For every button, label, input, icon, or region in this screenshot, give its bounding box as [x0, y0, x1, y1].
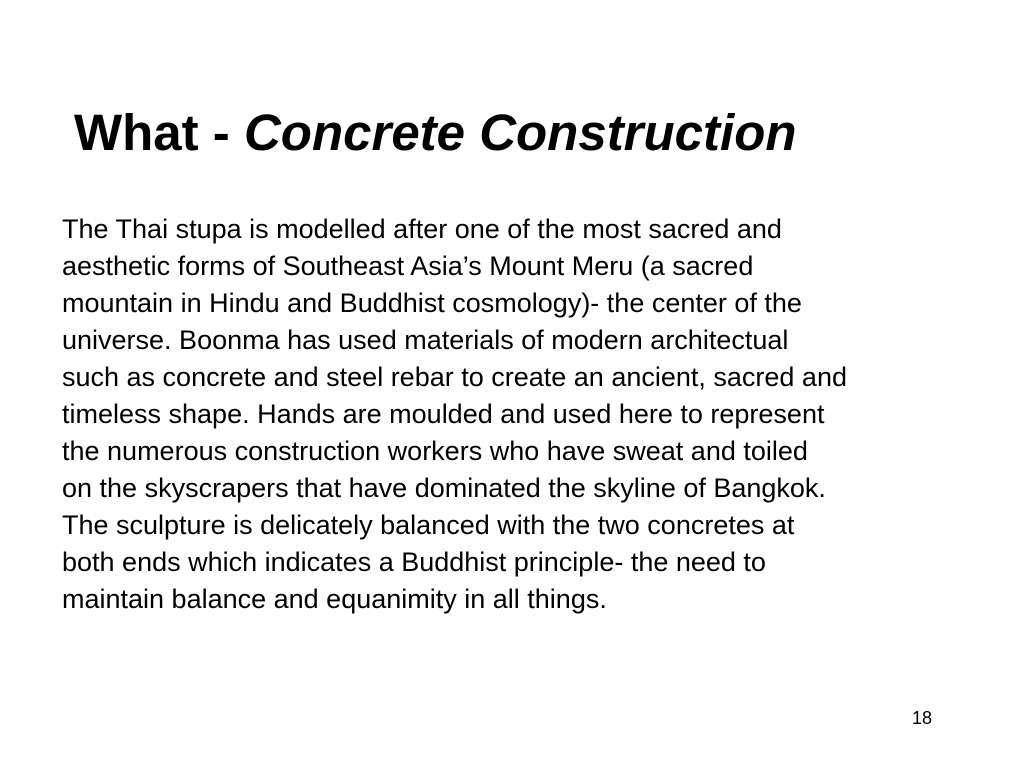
body-line: timeless shape. Hands are moulded and used here to represent [62, 399, 825, 429]
body-line: on the skyscrapers that have dominated the skyline of Bangkok. [62, 473, 826, 503]
body-line: the numerous construction workers who have sweat and toiled [62, 436, 808, 466]
slide-title [74, 100, 797, 166]
body-line: aesthetic forms of Southeast Asia’s Mount Meru (a sacred [62, 251, 754, 281]
body-line: such as concrete and steel rebar to create an ancient, sacred and [62, 362, 847, 392]
body-line: both ends which indicates a Buddhist principle- the need to [62, 547, 766, 577]
body-line: universe. Boonma has used materials of modern architectual [62, 325, 789, 355]
slide-body-text [62, 211, 992, 618]
page-number: 18 [912, 708, 933, 728]
body-line: The sculpture is delicately balanced with the two concretes at [62, 510, 795, 540]
body-line: mountain in Hindu and Buddhist cosmology)- the center of the [62, 288, 802, 318]
body-line: maintain balance and equanimity in all things. [62, 584, 607, 614]
body-line: The Thai stupa is modelled after one of the most sacred and [62, 214, 782, 244]
slide-title-prefix: What - [74, 104, 244, 161]
slide-title-emphasis: Concrete Construction [243, 104, 797, 161]
